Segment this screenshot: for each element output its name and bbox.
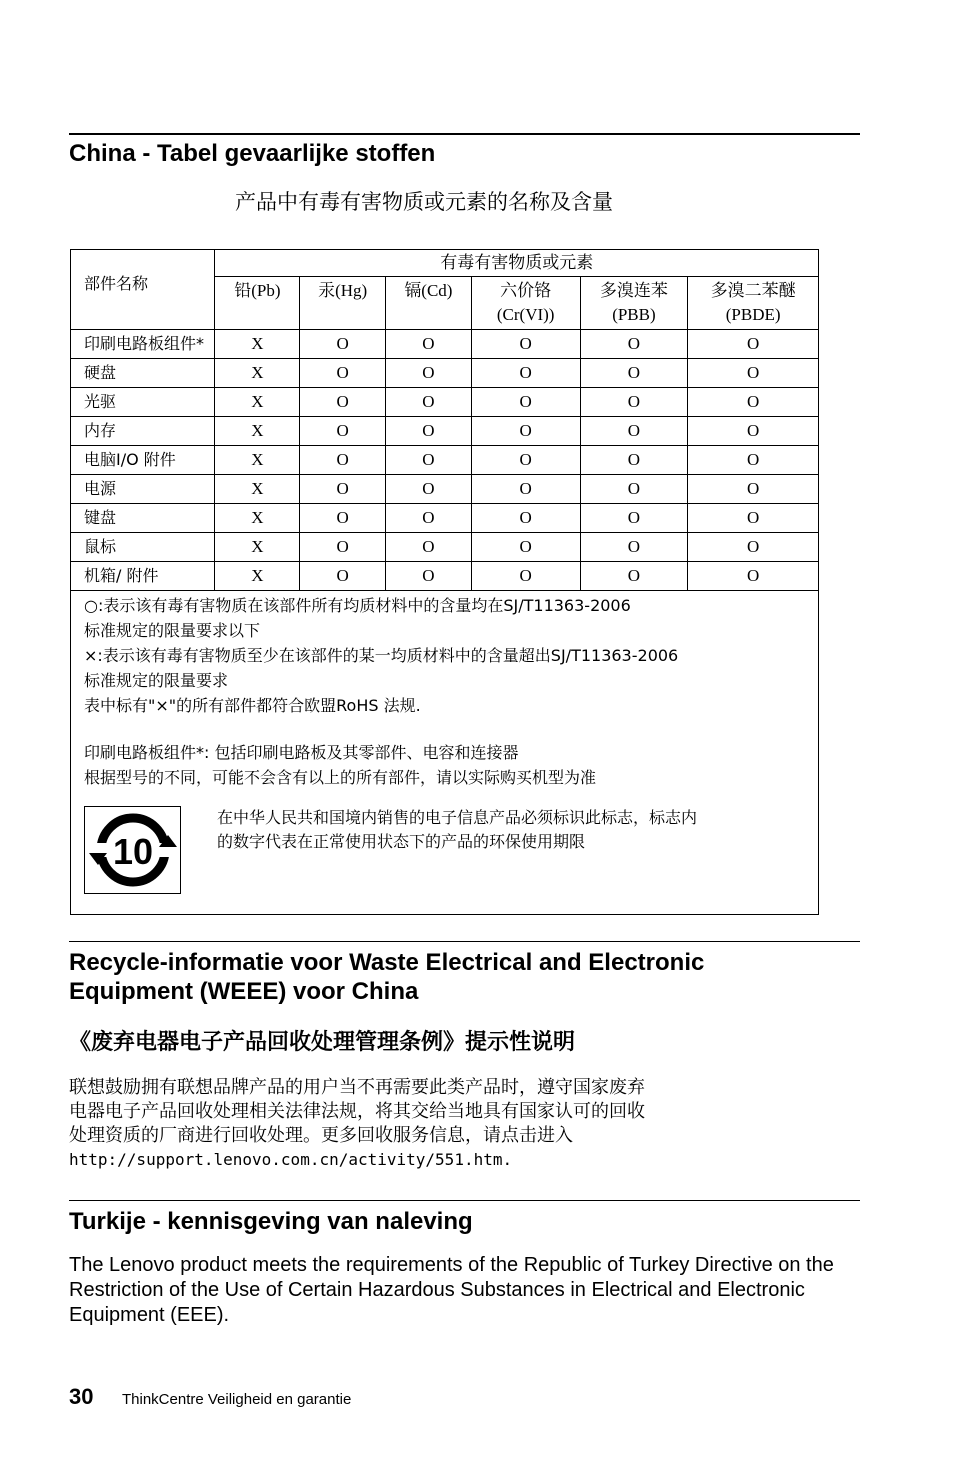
substance-value: X bbox=[215, 388, 300, 417]
substance-value: O bbox=[300, 504, 386, 533]
part-name: 鼠标 bbox=[71, 533, 215, 562]
part-name: 机箱/ 附件 bbox=[71, 562, 215, 591]
substance-value: O bbox=[580, 562, 688, 591]
note-line: 印刷电路板组件*: 包括印刷电路板及其零部件、电容和连接器 bbox=[84, 743, 519, 762]
substance-value: O bbox=[300, 417, 386, 446]
substance-value: O bbox=[300, 330, 386, 359]
note-line: ○:表示该有毒有害物质在该部件所有均质材料中的含量均在SJ/T11363-2006 bbox=[84, 596, 631, 615]
part-name: 内存 bbox=[71, 417, 215, 446]
substance-value: O bbox=[386, 446, 472, 475]
substance-value: X bbox=[215, 562, 300, 591]
substance-value: O bbox=[386, 475, 472, 504]
table-caption: 产品中有毒有害物质或元素的名称及含量 bbox=[235, 190, 613, 214]
support-link[interactable]: http://support.lenovo.com.cn/activity/551.htm. bbox=[69, 1150, 513, 1169]
substance-value: X bbox=[215, 417, 300, 446]
note-line: 表中标有"×"的所有部件都符合欧盟RoHS 法规. bbox=[84, 696, 421, 715]
substance-value: O bbox=[471, 533, 580, 562]
substance-value: O bbox=[386, 504, 472, 533]
substance-value: O bbox=[580, 533, 688, 562]
weee-body: 联想鼓励拥有联想品牌产品的用户当不再需要此类产品时，遵守国家废弃 电器电子产品回收处理相关法律法规，将其交给当地具有国家认可的回收 处理资质的厂商进行回收处理。更多回收服务信息，请点击进入 http://support.lenovo.com.cn/activity/551.htm. bbox=[69, 1076, 789, 1172]
substance-value: O bbox=[580, 446, 688, 475]
section-rule bbox=[69, 941, 860, 942]
note-line: 标准规定的限量要求以下 bbox=[84, 621, 261, 640]
substance-value: O bbox=[580, 330, 688, 359]
hazardous-substances-table bbox=[70, 249, 819, 915]
substance-value: X bbox=[215, 475, 300, 504]
substance-value: O bbox=[580, 504, 688, 533]
table-row bbox=[71, 475, 819, 504]
substance-value: O bbox=[688, 562, 819, 591]
substance-value: O bbox=[471, 417, 580, 446]
substance-value: O bbox=[471, 330, 580, 359]
table-row bbox=[71, 388, 819, 417]
page-number: 30 bbox=[69, 1384, 94, 1409]
table-row bbox=[71, 562, 819, 591]
substance-value: O bbox=[386, 533, 472, 562]
substance-value: O bbox=[386, 388, 472, 417]
part-name: 硬盘 bbox=[71, 359, 215, 388]
note-line: 根据型号的不同，可能不会含有以上的所有部件，请以实际购买机型为准 bbox=[84, 768, 597, 787]
substance-value: X bbox=[215, 359, 300, 388]
table-notes-cell bbox=[71, 591, 819, 915]
substance-value: X bbox=[215, 504, 300, 533]
substance-value: O bbox=[688, 475, 819, 504]
substance-value: O bbox=[386, 330, 472, 359]
environment-protection-use-period-logo bbox=[84, 806, 181, 894]
substances-group-header: 有毒有害物质或元素 bbox=[215, 250, 819, 277]
substance-value: O bbox=[471, 562, 580, 591]
table-row bbox=[71, 330, 819, 359]
svg-text:10: 10 bbox=[112, 831, 153, 872]
substance-value: O bbox=[300, 446, 386, 475]
substance-value: O bbox=[688, 417, 819, 446]
table-row bbox=[71, 533, 819, 562]
substance-value: O bbox=[300, 475, 386, 504]
substance-value: O bbox=[471, 504, 580, 533]
substance-value: O bbox=[580, 388, 688, 417]
note-line: 标准规定的限量要求 bbox=[84, 671, 229, 690]
part-name: 电源 bbox=[71, 475, 215, 504]
column-header: 多溴二苯醚 (PBDE) bbox=[688, 277, 819, 330]
substance-value: O bbox=[580, 417, 688, 446]
part-name: 键盘 bbox=[71, 504, 215, 533]
table-row bbox=[71, 359, 819, 388]
substance-value: O bbox=[688, 504, 819, 533]
substance-value: O bbox=[688, 533, 819, 562]
substance-value: X bbox=[215, 446, 300, 475]
substance-value: O bbox=[471, 475, 580, 504]
section-title-china-hazardous: China - Tabel gevaarlijke stoffen bbox=[69, 140, 436, 167]
table-row bbox=[71, 446, 819, 475]
section-title-turkey: Turkije - kennisgeving van naleving bbox=[69, 1208, 473, 1235]
part-name: 光驱 bbox=[71, 388, 215, 417]
epup-10-icon bbox=[87, 809, 179, 891]
substance-value: X bbox=[215, 330, 300, 359]
substance-value: O bbox=[471, 388, 580, 417]
substance-value: O bbox=[300, 359, 386, 388]
substance-value: O bbox=[688, 359, 819, 388]
column-header: 镉(Cd) bbox=[386, 277, 472, 330]
part-name: 印刷电路板组件* bbox=[71, 330, 215, 359]
substance-value: O bbox=[688, 388, 819, 417]
substance-value: O bbox=[688, 330, 819, 359]
part-name-header: 部件名称 bbox=[71, 250, 215, 330]
column-header: 铅(Pb) bbox=[215, 277, 300, 330]
weee-subtitle: 《废弃电器电子产品回收处理管理条例》提示性说明 bbox=[69, 1030, 576, 1055]
column-header: 汞(Hg) bbox=[300, 277, 386, 330]
substance-value: O bbox=[386, 562, 472, 591]
substance-value: O bbox=[386, 417, 472, 446]
epup-logo-row bbox=[84, 806, 806, 894]
note-line: ×:表示该有毒有害物质至少在该部件的某一均质材料中的含量超出SJ/T11363-2006 bbox=[84, 646, 679, 665]
section-title-weee-china: Recycle-informatie voor Waste Electrical and Electronic Equipment (WEEE) voor China bbox=[69, 949, 705, 1005]
substance-value: O bbox=[300, 533, 386, 562]
column-header: 六价铬 (Cr(VI)) bbox=[471, 277, 580, 330]
substance-value: X bbox=[215, 533, 300, 562]
substance-value: O bbox=[580, 359, 688, 388]
section-rule bbox=[69, 133, 860, 135]
footer-doc-title: ThinkCentre Veiligheid en garantie bbox=[122, 1391, 352, 1408]
substance-value: O bbox=[580, 475, 688, 504]
substance-value: O bbox=[300, 562, 386, 591]
substance-value: O bbox=[300, 388, 386, 417]
epup-logo-description: 在中华人民共和国境内销售的电子信息产品必须标识此标志，标志内 的数字代表在正常使用状态下的产品的环保使用期限 bbox=[217, 808, 698, 851]
section-rule bbox=[69, 1200, 860, 1201]
table-notes bbox=[71, 591, 818, 894]
substance-value: O bbox=[471, 446, 580, 475]
table-row bbox=[71, 504, 819, 533]
turkey-body: The Lenovo product meets the requirements of the Republic of Turkey Directive on the Restriction of the Use of Certain Hazardous Substances in Electrical and Electronic Equipment (EEE). bbox=[69, 1254, 834, 1326]
substance-value: O bbox=[386, 359, 472, 388]
substance-value: O bbox=[471, 359, 580, 388]
table-row bbox=[71, 417, 819, 446]
column-header: 多溴连苯 (PBB) bbox=[580, 277, 688, 330]
part-name: 电脑I/O 附件 bbox=[71, 446, 215, 475]
substance-value: O bbox=[688, 446, 819, 475]
